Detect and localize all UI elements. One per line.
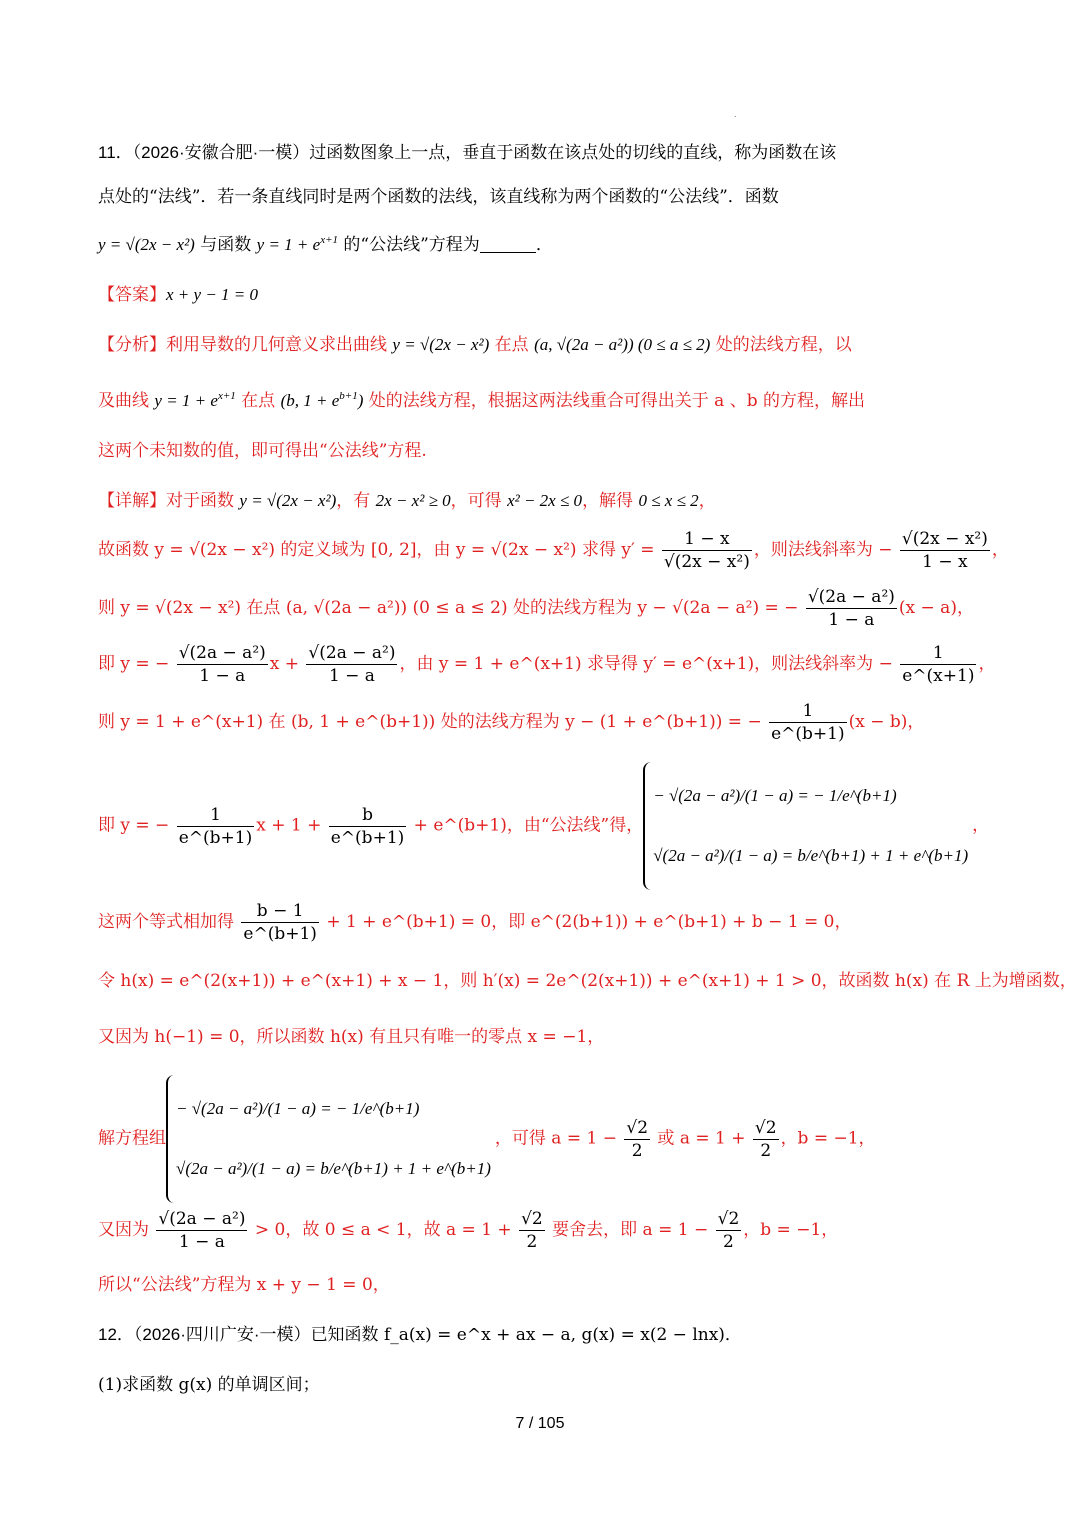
q11-line-2: 点处的“法线”．若一条直线同时是两个函数的法线，该直线称为两个函数的“公法线”．函数: [98, 187, 779, 207]
answer-label: 【答案】: [98, 285, 166, 305]
detail-line-9: 又因为 h(−1) = 0，所以函数 h(x) 有且只有唯一的零点 x = −1，: [98, 1027, 605, 1047]
stray-dot: .: [734, 110, 737, 119]
fraction: $\frac{√2}{2}$: [521, 1209, 543, 1252]
fraction: $\frac{√2}{2}$: [717, 1209, 740, 1252]
analysis-line-3: 这两个未知数的值，即可得出“公法线”方程.: [98, 441, 427, 461]
fraction: $\frac{1}{e\^{}(b+1)}$: [178, 804, 253, 848]
q12-line-1: 12．（2026·四川广安·一模）已知函数 f_a(x) = e^x + ax − a, g(x) = x(2 − lnx)．: [98, 1325, 742, 1345]
fraction: $\frac{1}{e\^{}(x+1)}$: [902, 643, 975, 686]
fraction: $\frac{\text{√(2a − a²)}}{1 - a}$: [178, 643, 266, 686]
q12-source: 12．（2026·四川广安·一模）: [98, 1325, 311, 1344]
q11-line-3: y = √(2x − x²) 与函数 $y = 1 + e^{x+1}$ 的“公法线”方程为 ．: [98, 234, 553, 255]
fraction: $\frac{\text{√(2a − a²)}}{1 - a}$: [308, 643, 396, 686]
q12-line-2: (1)求函数 g(x) 的单调区间；: [98, 1375, 320, 1395]
fraction: $\frac{\text{√(2a − a²)}}{1 - a}$: [807, 587, 895, 630]
q11-line-1: 11．（2026·安徽合肥·一模）过函数图象上一点，垂直于函数在该点处的切线的直线，称为函数在该: [98, 143, 837, 163]
answer-value: x + y − 1 = 0: [166, 285, 259, 304]
fraction: $\frac{1 - x}{\text{√(2x − x²)}}$: [663, 529, 750, 572]
detail-line-6: 即 y = − $\frac{1}{e\^{}(b+1)}$ x + 1 + $\frac{b}{e\^{}(b+1)}$ + e^(b+1)，由“公法线”得， − √(2a − a²)/(1 − a) = − 1/e^(b+1) √(2a − a²)/(1 − a) = b/e^(b+1) + 1 + e^(b+1) ，: [98, 762, 989, 890]
answer-line: [98, 280, 258, 305]
detail-line-11: 又因为 $\frac{\text{√(2a − a²)}}{1 - a}$ > 0，故 0 ≤ a < 1，故 a = 1 + $\frac{√2}{2}$ 要舍去，即 a = 1 − $\frac{√2}{2}$ ，b = −1，: [98, 1209, 839, 1252]
detail-line-12: 所以“公法线”方程为 x + y − 1 = 0，: [98, 1275, 390, 1295]
q11-source: 11．（2026·安徽合肥·一模）: [98, 143, 310, 162]
analysis-line-1: 【分析】利用导数的几何意义求出曲线 y = √(2x − x²) 在点 (a, √(2a − a²)) (0 ≤ a ≤ 2) 处的法线方程，以: [98, 335, 852, 355]
fraction: $\frac{√2}{2}$: [754, 1117, 777, 1161]
fraction: $\frac{√2}{2}$: [626, 1117, 649, 1161]
fraction: $\frac{b}{e\^{}(b+1)}$: [330, 804, 405, 848]
detail-label: 【详解】: [98, 491, 166, 511]
detail-line-7: 这两个等式相加得 $\frac{b - 1}{e\^{}(b+1)}$ + 1 + e^(b+1) = 0，即 e^(2(b+1)) + e^(b+1) + b − 1 = 0，: [98, 901, 852, 944]
fraction: $\frac{1}{e\^{}(b+1)}$: [771, 701, 845, 744]
detail-line-2: 故函数 y = √(2x − x²) 的定义域为 [0, 2]，由 y = √(2x − x²) 求得 y′ = $\frac{1 - x}{\text{√(2x − x²)}}$ ，则法线斜率为 − $\frac{\text{√(2x − x²)}}{1 - x}$ ，: [98, 529, 1009, 572]
equation-system-1: − √(2a − a²)/(1 − a) = − 1/e^(b+1) √(2a − a²)/(1 − a) = b/e^(b+1) + 1 + e^(b+1): [643, 762, 972, 890]
answer-blank: [480, 234, 536, 253]
detail-line-1: 【详解】对于函数 y = √(2x − x²)，有 2x − x² ≥ 0，可得 x² − 2x ≤ 0，解得 0 ≤ x ≤ 2，: [98, 491, 716, 511]
detail-line-3: 则 y = √(2x − x²) 在点 (a, √(2a − a²)) (0 ≤ a ≤ 2) 处的法线方程为 y − √(2a − a²) = − $\frac{\text{√(2a − a²)}}{1 - a}$ (x − a)，: [98, 587, 974, 630]
detail-line-8: 令 h(x) = e^(2(x+1)) + e^(x+1) + x − 1，则 h′(x) = 2e^(2(x+1)) + e^(x+1) + 1 > 0，故函数 h(x) 在 R 上为增函数，: [98, 971, 1077, 991]
analysis-label: 【分析】: [98, 335, 166, 355]
equation-system-2: − √(2a − a²)/(1 − a) = − 1/e^(b+1) √(2a − a²)/(1 − a) = b/e^(b+1) + 1 + e^(b+1): [166, 1075, 495, 1203]
analysis-line-2: 及曲线 $y = 1 + e^{x+1}$ 在点 (b, $1 + e^{b+1}$) 处的法线方程，根据这两法线重合可得出关于 a 、b 的方程，解出: [98, 390, 866, 411]
fraction: $\frac{b - 1}{e\^{}(b+1)}$: [243, 901, 317, 944]
detail-line-10: 解方程组 − √(2a − a²)/(1 − a) = − 1/e^(b+1) √(2a − a²)/(1 − a) = b/e^(b+1) + 1 + e^(b+1) ，可得 a = 1 − $\frac{√2}{2}$ 或 a = 1 + $\frac{√2}{2}$ ，b = −1，: [98, 1075, 876, 1203]
detail-line-4: 即 y = − $\frac{\text{√(2a − a²)}}{1 - a}$ x + $\frac{\text{√(2a − a²)}}{1 - a}$ ，由 y = 1 + e^(x+1) 求导得 y′ = e^(x+1)，则法线斜率为 − $\frac{1}{e\^{}(x+1)}$ ，: [98, 643, 996, 686]
fraction: $\frac{\text{√(2a − a²)}}{1 - a}$: [158, 1209, 246, 1252]
fraction: $\frac{\text{√(2x − x²)}}{1 - x}$: [901, 529, 988, 572]
detail-line-5: 则 y = 1 + e^(x+1) 在 (b, 1 + e^(b+1)) 处的法线方程为 y − (1 + e^(b+1)) = − $\frac{1}{e\^{}(b+1)}$ (x − b)，: [98, 701, 925, 744]
page-number: 7 / 105: [515, 1415, 565, 1432]
